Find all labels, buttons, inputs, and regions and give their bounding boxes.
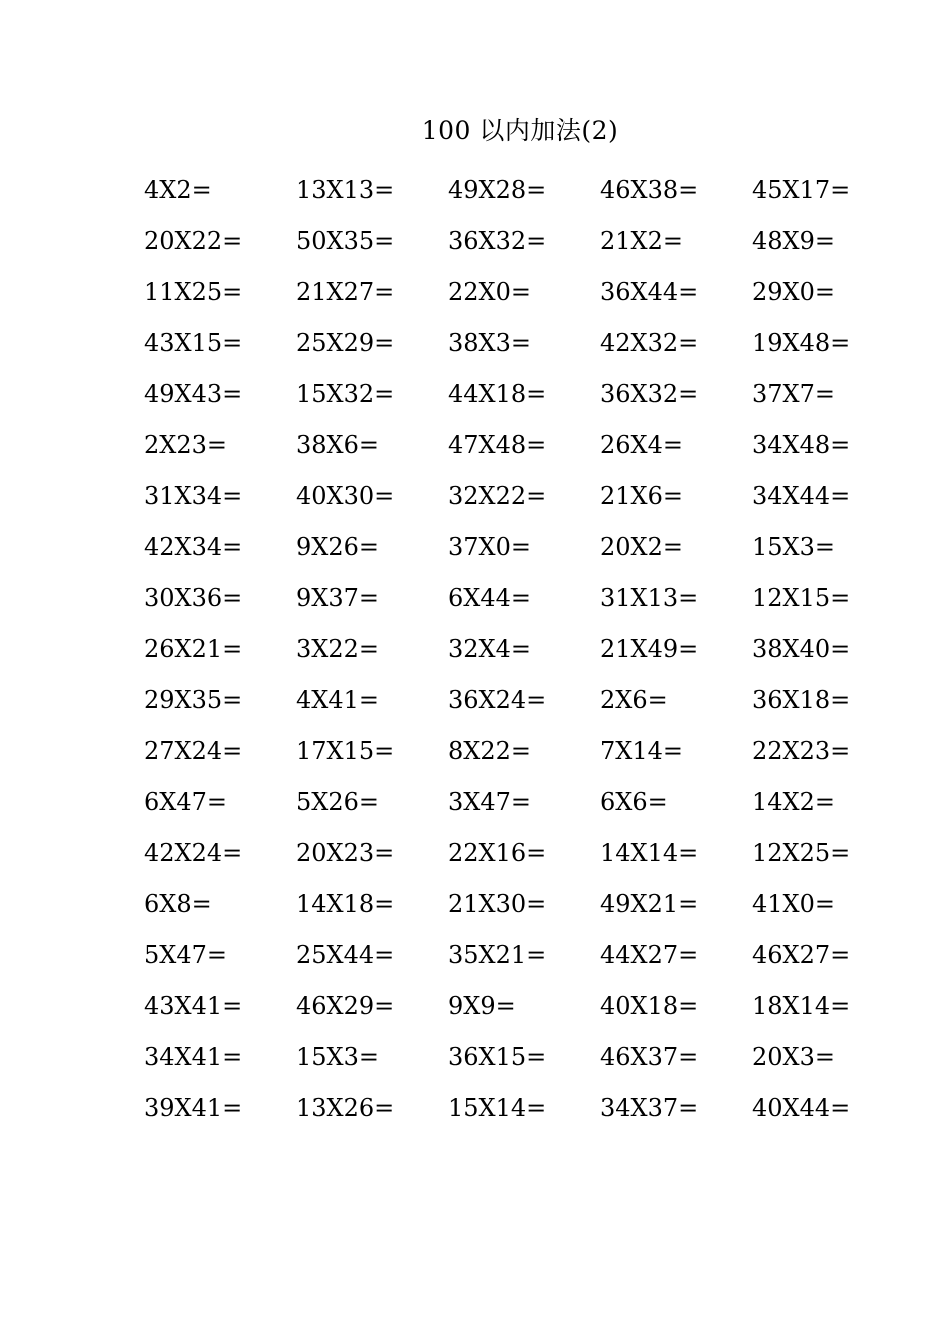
problem-row: [144, 725, 904, 776]
problem-item: 44X18=: [448, 379, 547, 408]
problem-item: 26X21=: [144, 634, 243, 663]
problem-item: 38X3=: [448, 328, 532, 357]
problem-item: 6X44=: [448, 583, 532, 612]
problem-item: 49X28=: [448, 175, 547, 204]
problem-item: 6X6=: [600, 787, 668, 816]
problem-row: [144, 827, 904, 878]
problem-item: 20X22=: [144, 226, 243, 255]
problem-item: 7X14=: [600, 736, 684, 765]
problem-row: [144, 470, 904, 521]
page-title: 100 以内加法(2): [421, 116, 619, 145]
problem-item: 12X25=: [752, 838, 851, 867]
problem-item: 22X16=: [448, 838, 547, 867]
problem-item: 34X37=: [600, 1093, 699, 1122]
problem-item: 20X23=: [296, 838, 395, 867]
problem-row: [144, 776, 904, 827]
problem-item: 36X24=: [448, 685, 547, 714]
problem-row: [144, 1031, 904, 1082]
problem-item: 21X30=: [448, 889, 547, 918]
problem-item: 36X32=: [600, 379, 699, 408]
problem-item: 2X23=: [144, 430, 228, 459]
problem-item: 34X44=: [752, 481, 851, 510]
problem-item: 34X41=: [144, 1042, 243, 1071]
problem-item: 37X0=: [448, 532, 532, 561]
problem-item: 43X41=: [144, 991, 243, 1020]
problem-item: 47X48=: [448, 430, 547, 459]
problem-item: 29X35=: [144, 685, 243, 714]
problem-item: 20X2=: [600, 532, 684, 561]
problem-item: 4X41=: [296, 685, 380, 714]
problem-item: 35X21=: [448, 940, 547, 969]
problem-item: 48X9=: [752, 226, 836, 255]
problem-row: [144, 929, 904, 980]
problem-item: 20X3=: [752, 1042, 836, 1071]
problem-item: 17X15=: [296, 736, 395, 765]
problem-item: 45X17=: [752, 175, 851, 204]
problem-row: [144, 1082, 904, 1133]
problem-item: 46X27=: [752, 940, 851, 969]
problem-item: 27X24=: [144, 736, 243, 765]
problem-item: 19X48=: [752, 328, 851, 357]
problem-item: 21X27=: [296, 277, 395, 306]
problem-item: 37X7=: [752, 379, 836, 408]
problem-item: 31X13=: [600, 583, 699, 612]
problem-row: [144, 521, 904, 572]
problem-item: 41X0=: [752, 889, 836, 918]
problem-item: 46X37=: [600, 1042, 699, 1071]
problem-item: 14X18=: [296, 889, 395, 918]
problem-item: 38X6=: [296, 430, 380, 459]
problem-item: 8X22=: [448, 736, 532, 765]
problem-item: 9X26=: [296, 532, 380, 561]
problem-item: 9X37=: [296, 583, 380, 612]
problem-row: [144, 164, 904, 215]
problem-item: 18X14=: [752, 991, 851, 1020]
problem-item: 32X4=: [448, 634, 532, 663]
problem-row: [144, 623, 904, 674]
problem-row: [144, 266, 904, 317]
problem-item: 14X14=: [600, 838, 699, 867]
problem-item: 15X32=: [296, 379, 395, 408]
problem-item: 14X2=: [752, 787, 836, 816]
problem-item: 5X47=: [144, 940, 228, 969]
problem-item: 40X30=: [296, 481, 395, 510]
problem-item: 39X41=: [144, 1093, 243, 1122]
problem-item: 31X34=: [144, 481, 243, 510]
problem-item: 36X18=: [752, 685, 851, 714]
problem-item: 43X15=: [144, 328, 243, 357]
problem-item: 4X2=: [144, 175, 212, 204]
problem-item: 49X43=: [144, 379, 243, 408]
problem-item: 13X13=: [296, 175, 395, 204]
problem-item: 44X27=: [600, 940, 699, 969]
problem-item: 49X21=: [600, 889, 699, 918]
problem-item: 13X26=: [296, 1093, 395, 1122]
problem-item: 26X4=: [600, 430, 684, 459]
problem-item: 22X23=: [752, 736, 851, 765]
problem-item: 40X44=: [752, 1093, 851, 1122]
problem-item: 2X6=: [600, 685, 668, 714]
problem-row: [144, 878, 904, 929]
problem-item: 3X47=: [448, 787, 532, 816]
problem-item: 46X38=: [600, 175, 699, 204]
problem-item: 42X24=: [144, 838, 243, 867]
problem-item: 15X3=: [296, 1042, 380, 1071]
problem-item: 34X48=: [752, 430, 851, 459]
problem-item: 36X32=: [448, 226, 547, 255]
problem-item: 21X6=: [600, 481, 684, 510]
problem-item: 32X22=: [448, 481, 547, 510]
problem-item: 12X15=: [752, 583, 851, 612]
problem-row: [144, 572, 904, 623]
problem-item: 15X3=: [752, 532, 836, 561]
problem-item: 11X25=: [144, 277, 243, 306]
problem-grid: [144, 164, 904, 1133]
problem-row: [144, 368, 904, 419]
problem-item: 36X15=: [448, 1042, 547, 1071]
problem-item: 42X32=: [600, 328, 699, 357]
problem-item: 6X8=: [144, 889, 212, 918]
problem-item: 5X26=: [296, 787, 380, 816]
problem-item: 38X40=: [752, 634, 851, 663]
problem-item: 9X9=: [448, 991, 516, 1020]
problem-item: 25X44=: [296, 940, 395, 969]
problem-row: [144, 980, 904, 1031]
problem-item: 21X2=: [600, 226, 684, 255]
problem-row: [144, 674, 904, 725]
problem-item: 25X29=: [296, 328, 395, 357]
problem-item: 22X0=: [448, 277, 532, 306]
problem-item: 46X29=: [296, 991, 395, 1020]
problem-row: [144, 317, 904, 368]
problem-item: 29X0=: [752, 277, 836, 306]
problem-row: [144, 419, 904, 470]
problem-item: 15X14=: [448, 1093, 547, 1122]
problem-item: 30X36=: [144, 583, 243, 612]
problem-item: 40X18=: [600, 991, 699, 1020]
problem-row: [144, 215, 904, 266]
problem-item: 3X22=: [296, 634, 380, 663]
problem-item: 6X47=: [144, 787, 228, 816]
problem-item: 50X35=: [296, 226, 395, 255]
problem-item: 21X49=: [600, 634, 699, 663]
problem-item: 42X34=: [144, 532, 243, 561]
problem-item: 36X44=: [600, 277, 699, 306]
